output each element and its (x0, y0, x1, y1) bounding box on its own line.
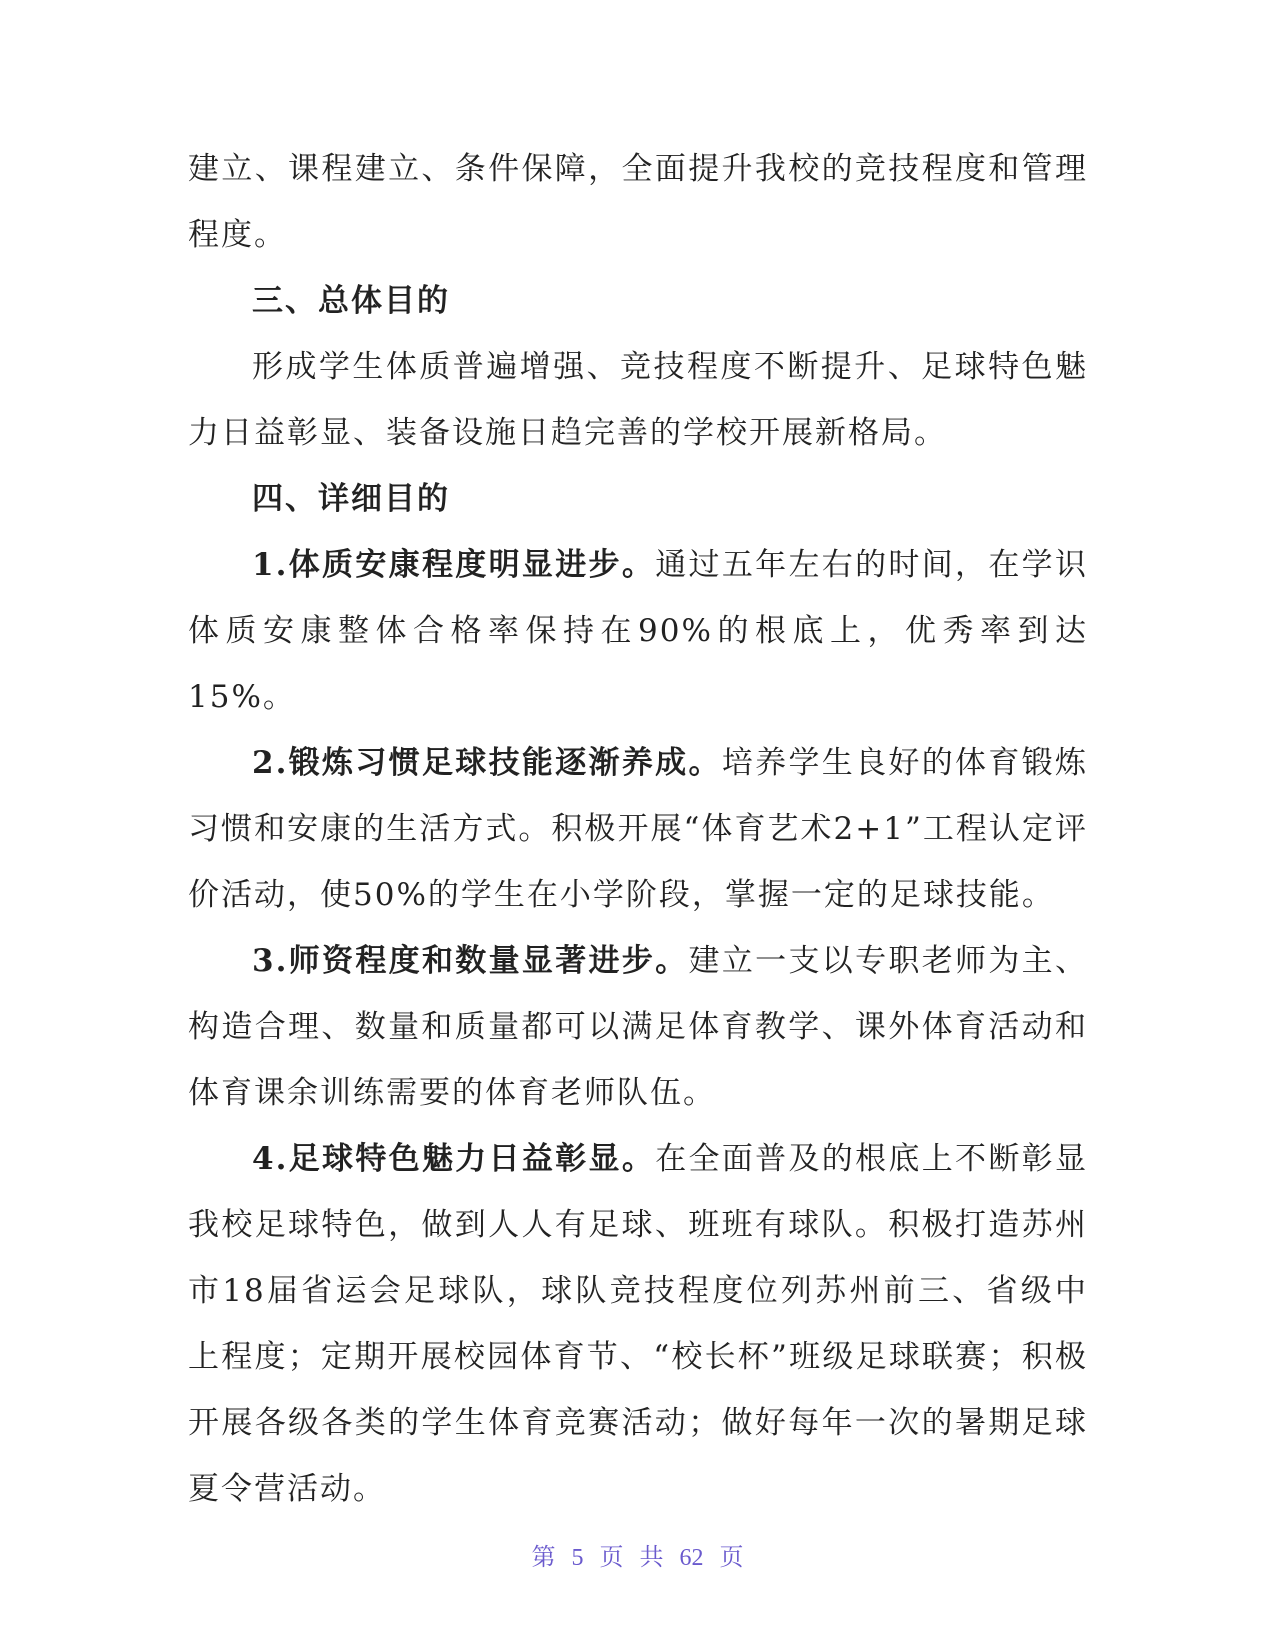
goal-item-3-lead: 3.师资程度和数量显著进步。 (252, 943, 689, 979)
goal-item-4 (188, 1126, 1088, 1522)
goal-item-2-body: 培养学生良好的体育锻炼习惯和安康的生活方式。积极开展“体育艺术2+1”工程认定评价活动，使50%的学生在小学阶段，掌握一定的足球技能。 (188, 745, 1088, 913)
section-heading-overall-goal: 三、总体目的 (252, 283, 450, 319)
page-footer (0, 1537, 1275, 1572)
footer-word-gong: 共 (639, 1545, 664, 1571)
footer-word-di: 第 (531, 1545, 556, 1571)
goal-item-4-lead: 4.足球特色魅力日益彰显。 (252, 1141, 656, 1177)
paragraph-continuation: 建立、课程建立、条件保障，全面提升我校的竞技程度和管理程度。 (188, 151, 1088, 253)
footer-total-pages: 62 (679, 1545, 704, 1571)
goal-item-4-body: 在全面普及的根底上不断彰显我校足球特色，做到人人有足球、班班有球队。积极打造苏州市18届省运会足球队，球队竞技程度位列苏州前三、省级中上程度；定期开展校园体育节、“校长杯”班级足球联赛；积极开展各级各类的学生体育竞赛活动；做好每年一次的暑期足球夏令营活动。 (188, 1141, 1088, 1507)
paragraph-overall-goal: 形成学生体质普遍增强、竞技程度不断提升、足球特色魅力日益彰显、装备设施日趋完善的学校开展新格局。 (188, 349, 1088, 451)
footer-word-ye-2: 页 (719, 1545, 744, 1571)
document-body (188, 136, 1088, 1522)
goal-item-3 (188, 928, 1088, 1126)
footer-page-number: 5 (571, 1545, 584, 1571)
goal-item-2 (188, 730, 1088, 928)
goal-item-2-lead: 2.锻炼习惯足球技能逐渐养成。 (252, 745, 722, 781)
goal-item-1-lead: 1.体质安康程度明显进步。 (252, 547, 656, 583)
goal-item-1-body: 通过五年左右的时间，在学识体质安康整体合格率保持在90%的根底上，优秀率到达15%。 (188, 547, 1088, 715)
footer-word-ye: 页 (599, 1545, 624, 1571)
section-heading-detailed-goals: 四、详细目的 (252, 481, 450, 517)
goal-item-1 (188, 532, 1088, 730)
goal-item-3-body: 建立一支以专职老师为主、构造合理、数量和质量都可以满足体育教学、课外体育活动和体育课余训练需要的体育老师队伍。 (188, 943, 1088, 1111)
